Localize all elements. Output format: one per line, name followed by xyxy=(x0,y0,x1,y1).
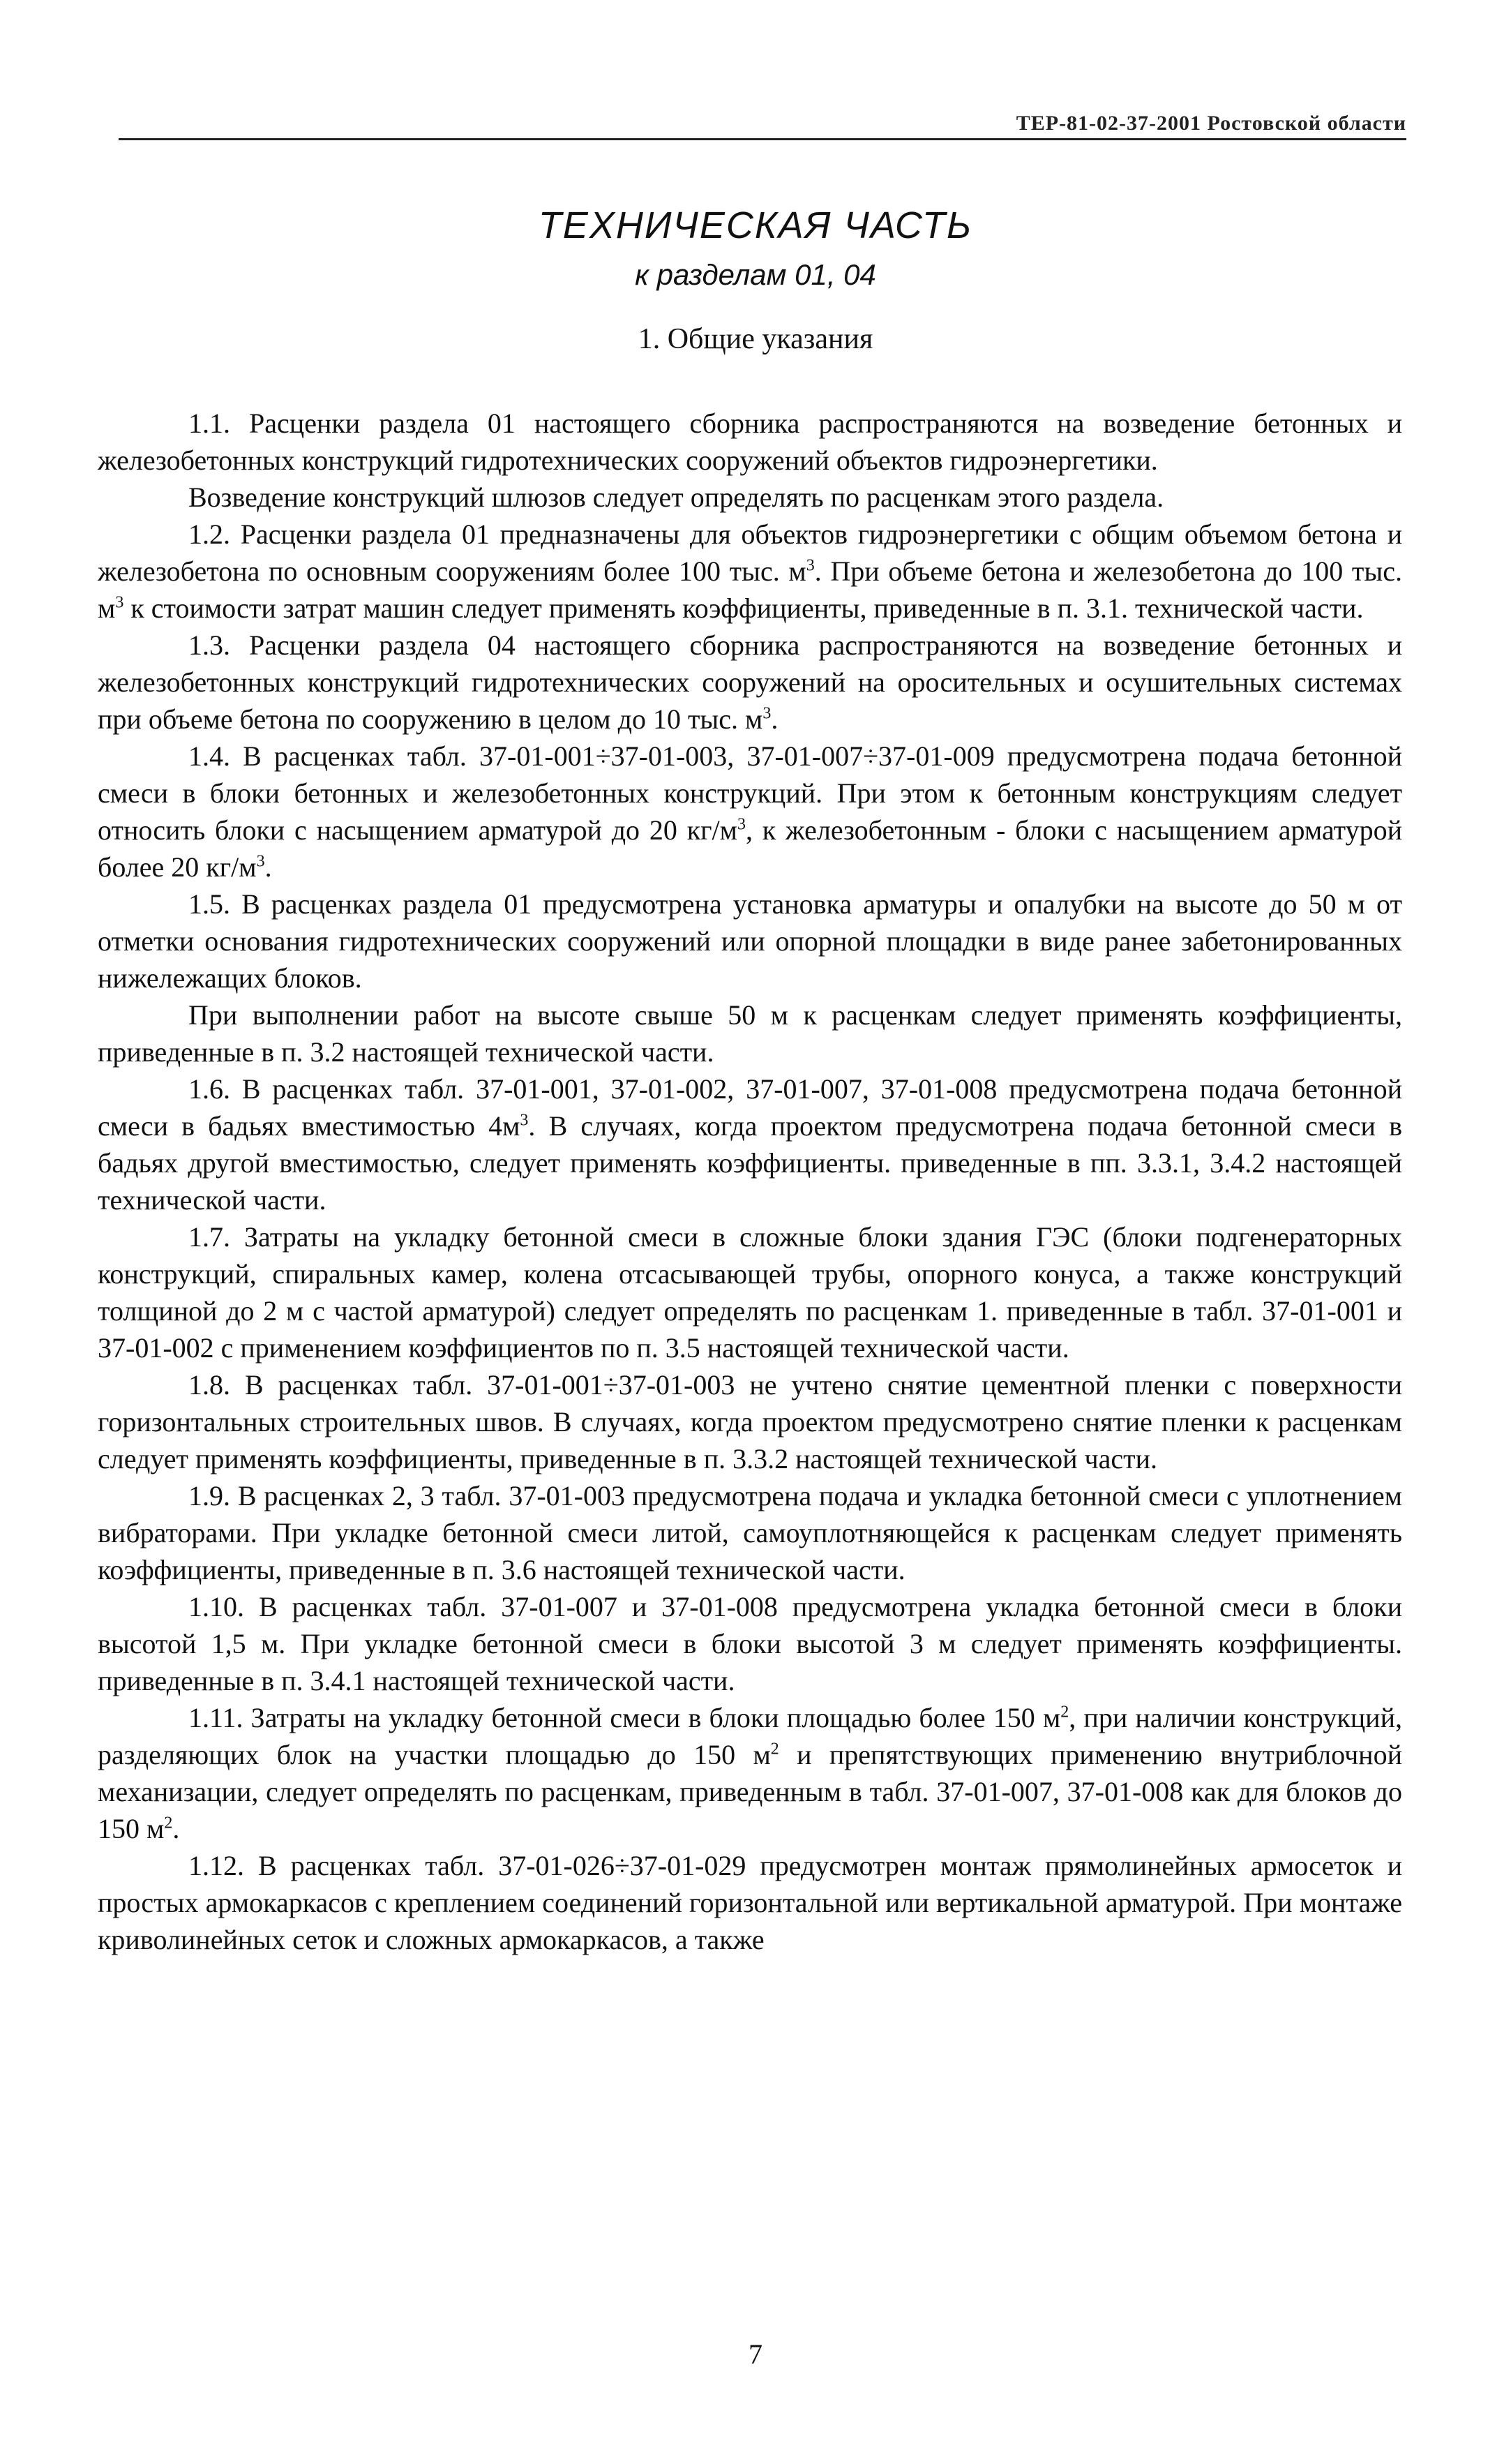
paragraph xyxy=(98,1366,1402,1477)
paragraph-text: . xyxy=(771,703,779,735)
paragraph xyxy=(98,1477,1402,1588)
paragraph xyxy=(98,1847,1402,1958)
paragraph xyxy=(98,405,1402,479)
document-header: ТЕР-81-02-37-2001 Ростовской области xyxy=(1016,112,1406,135)
paragraph-text: к стоимости затрат машин следует применять коэффициенты, приведенные в п. 3.1. технической части. xyxy=(123,592,1364,624)
paragraph-text: 1.5. В расценках раздела 01 предусмотрена установка арматуры и опалубки на высоте до 50 м от отметки основания гидротехнических сооружений или опорной площадки в виде ранее забетонированных нижележащих блоков. xyxy=(98,888,1402,994)
superscript: 3 xyxy=(115,593,124,612)
page-title: ТЕХНИЧЕСКАЯ ЧАСТЬ xyxy=(538,204,973,246)
paragraph-text: , к железобетонным - блоки с насыщением арматурой более 20 кг/м xyxy=(98,814,1402,883)
paragraph-text: 1.7. Затраты на укладку бетонной смеси в сложные блоки здания ГЭС (блоки подгенераторных конструкций, спиральных камер, колена отсасывающей трубы, опорного конуса, а также конструкций толщиной до 2 м с частой арматурой) следует определять по расценкам 1. приведенные в табл. 37-01-001 и 37-01-002 с применением коэффициентов по п. 3.5 настоящей технической части. xyxy=(98,1221,1402,1364)
paragraph-text: При выполнении работ на высоте свыше 50 м к расценкам следует применять коэффициенты, приведенные в п. 3.2 настоящей технической части. xyxy=(98,999,1402,1068)
paragraph-text: 1.12. В расценках табл. 37-01-026÷37-01-029 предусмотрен монтаж прямолинейных армосеток и простых армокаркасов с креплением соединений горизонтальной или вертикальной арматурой. При монтаже криволинейных сеток и сложных армокаркасов, а также xyxy=(98,1850,1402,1955)
paragraph-text: 1.8. В расценках табл. 37-01-001÷37-01-003 не учтено снятие цементной пленки с поверхности горизонтальных строительных швов. В случаях, когда проектом предусмотрено снятие пленки к расценкам следует применять коэффициенты, приведенные в п. 3.3.2 настоящей технической части. xyxy=(98,1369,1402,1474)
page-subtitle: к разделам 01, 04 xyxy=(635,258,876,291)
paragraph-text: . xyxy=(264,851,272,883)
paragraph-text: 1.6. В расценках табл. 37-01-001, 37-01-002, 37-01-007, 37-01-008 предусмотрена подача бетонной смеси в бадьях вместимостью 4м xyxy=(98,1073,1402,1142)
paragraph-text: 1.11. Затраты на укладку бетонной смеси в блоки площадью более 150 м xyxy=(188,1702,1061,1733)
superscript: 3 xyxy=(520,1111,529,1130)
paragraph-text: . xyxy=(172,1813,180,1844)
document-body xyxy=(98,405,1402,1958)
paragraph xyxy=(98,738,1402,886)
superscript: 2 xyxy=(1060,1703,1069,1722)
paragraph xyxy=(98,516,1402,627)
paragraph-text: 1.9. В расценках 2, 3 табл. 37-01-003 предусмотрена подача и укладка бетонной смеси с уплотнением вибраторами. При укладке бетонной смеси литой, самоуплотняющейся к расценкам следует применять коэффициенты, приведенные в п. 3.6 настоящей технической части. xyxy=(98,1480,1402,1585)
paragraph xyxy=(98,996,1402,1070)
paragraph xyxy=(98,1699,1402,1847)
paragraph-text: 1.1. Расценки раздела 01 настоящего сборника распространяются на возведение бетонных и железобетонных конструкций гидротехнических сооружений объектов гидроэнергетики. xyxy=(98,408,1402,476)
superscript: 3 xyxy=(806,556,815,575)
paragraph-text: Возведение конструкций шлюзов следует определять по расценкам этого раздела. xyxy=(188,481,1164,513)
paragraph-text: 1.3. Расценки раздела 04 настоящего сборника распространяются на возведение бетонных и железобетонных конструкций гидротехнических сооружений на оросительных и осушительных системах при объеме бетона по сооружению в целом до 10 тыс. м xyxy=(98,629,1402,735)
header-rule xyxy=(119,138,1406,140)
paragraph-text: , при наличии конструкций, разделяющих блок на участки площадью до 150 м xyxy=(98,1702,1402,1770)
superscript: 2 xyxy=(164,1814,173,1832)
paragraph xyxy=(98,1588,1402,1699)
paragraph xyxy=(98,479,1402,516)
paragraph-text: . В случаях, когда проектом предусмотрена подача бетонной смеси в бадьях другой вместимостью, следует применять коэффициенты. приведенные в пп. 3.3.1, 3.4.2 настоящей технической части. xyxy=(98,1110,1402,1216)
superscript: 3 xyxy=(256,852,265,871)
paragraph xyxy=(98,1218,1402,1366)
paragraph xyxy=(98,627,1402,738)
section-heading: 1. Общие указания xyxy=(638,323,873,355)
superscript: 3 xyxy=(762,704,772,723)
paragraph-text: и препятствующих применению внутриблочной механизации, следует определять по расценкам, приведенным в табл. 37-01-007, 37-01-008 как для блоков до 150 м xyxy=(98,1739,1402,1844)
paragraph xyxy=(98,886,1402,996)
superscript: 3 xyxy=(737,815,746,834)
paragraph-text: 1.10. В расценках табл. 37-01-007 и 37-01-008 предусмотрена укладка бетонной смеси в блоки высотой 1,5 м. При укладке бетонной смеси в блоки высотой 3 м следует применять коэффициенты. приведенные в п. 3.4.1 настоящей технической части. xyxy=(98,1591,1402,1696)
paragraph-text: 1.2. Расценки раздела 01 предназначены для объектов гидроэнергетики с общим объемом бетона и железобетона по основным сооружениям более 100 тыс. м xyxy=(98,518,1402,587)
paragraph xyxy=(98,1070,1402,1218)
page-number: 7 xyxy=(749,2338,762,2370)
paragraph-text: . При объеме бетона и железобетона до 100 тыс. м xyxy=(98,555,1402,624)
superscript: 2 xyxy=(770,1740,779,1759)
paragraph-text: 1.4. В расценках табл. 37-01-001÷37-01-003, 37-01-007÷37-01-009 предусмотрена подача бетонной смеси в блоки бетонных и железобетонных конструкций. При этом к бетонным конструкциям следует относить блоки с насыщением арматурой до 20 кг/м xyxy=(98,740,1402,846)
